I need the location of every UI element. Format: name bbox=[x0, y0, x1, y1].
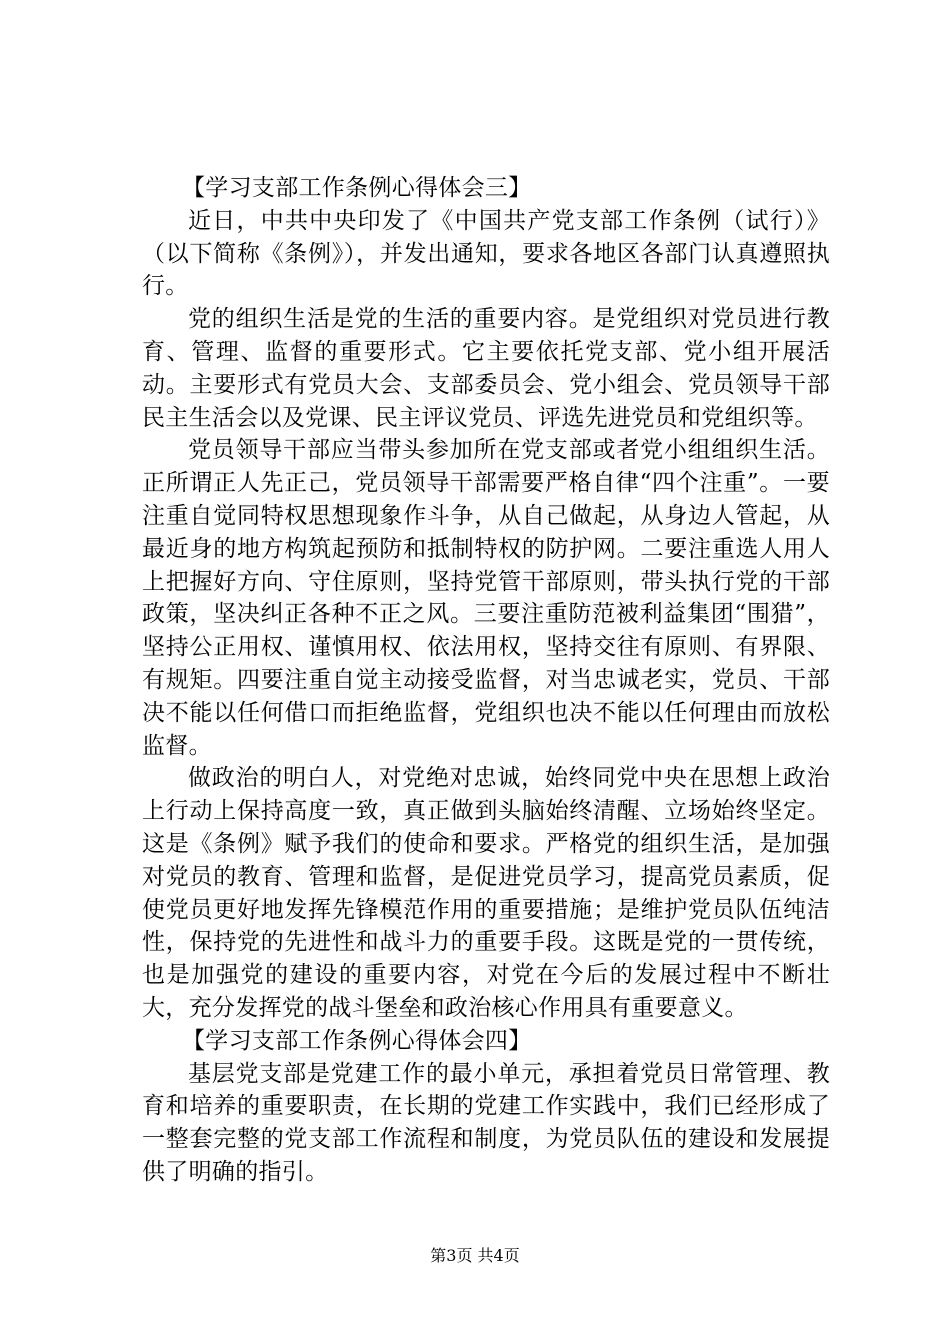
section-heading: 【学习支部工作条例心得体会三】 bbox=[182, 175, 532, 201]
body-paragraph: 基层党支部是党建工作的最小单元，承担着党员日常管理、教育和培养的重要职责，在长期的党建工作实践中，我们已经形成了一整套完整的党支部工作流程和制度，为党员队伍的建设和发展提供了明确的指引。 bbox=[142, 1060, 830, 1185]
body-paragraph: 党的组织生活是党的生活的重要内容。是党组织对党员进行教育、管理、监督的重要形式。它主要依托党支部、党小组开展活动。主要形式有党员大会、支部委员会、党小组会、党员领导干部民主生活会以及党课、民主评议党员、评选先进党员和党组织等。 bbox=[142, 306, 830, 431]
body-paragraph: 党员领导干部应当带头参加所在党支部或者党小组组织生活。正所谓正人先正己，党员领导干部需要严格自律“四个注重”。一要注重自觉同特权思想现象作斗争，从自己做起，从身边人管起，从最近身的地方构筑起预防和抵制特权的防护网。二要注重选人用人上把握好方向、守住原则，坚持党管干部原则，带头执行党的干部政策，坚决纠正各种不正之风。三要注重防范被利益集团“围猎”，坚持公正用权、谨慎用权、依法用权，坚持交往有原则、有界限、有规矩。四要注重自觉主动接受监督，对当忠诚老实，党员、干部决不能以任何借口而拒绝监督，党组织也决不能以任何理由而放松监督。 bbox=[142, 437, 830, 759]
body-paragraph: 做政治的明白人，对党绝对忠诚，始终同党中央在思想上政治上行动上保持高度一致，真正做到头脑始终清醒、立场始终坚定。这是《条例》赋予我们的使命和要求。严格党的组织生活，是加强对党员的教育、管理和监督，是促进党员学习，提高党员素质，促使党员更好地发挥先锋模范作用的重要措施；是维护党员队伍纯洁性，保持党的先进性和战斗力的重要手段。这既是党的一贯传统，也是加强党的建设的重要内容，对党在今后的发展过程中不断壮大，充分发挥党的战斗堡垒和政治核心作用具有重要意义。 bbox=[142, 765, 830, 1021]
section-heading: 【学习支部工作条例心得体会四】 bbox=[182, 1027, 532, 1054]
page-footer: 第3页 共4页 bbox=[430, 1246, 520, 1265]
document-body bbox=[142, 172, 830, 1189]
body-paragraph: 近日，中共中央印发了《中国共产党支部工作条例（试行）》（以下简称《条例》），并发出通知，要求各地区各部门认真遵照执行。 bbox=[142, 207, 830, 300]
